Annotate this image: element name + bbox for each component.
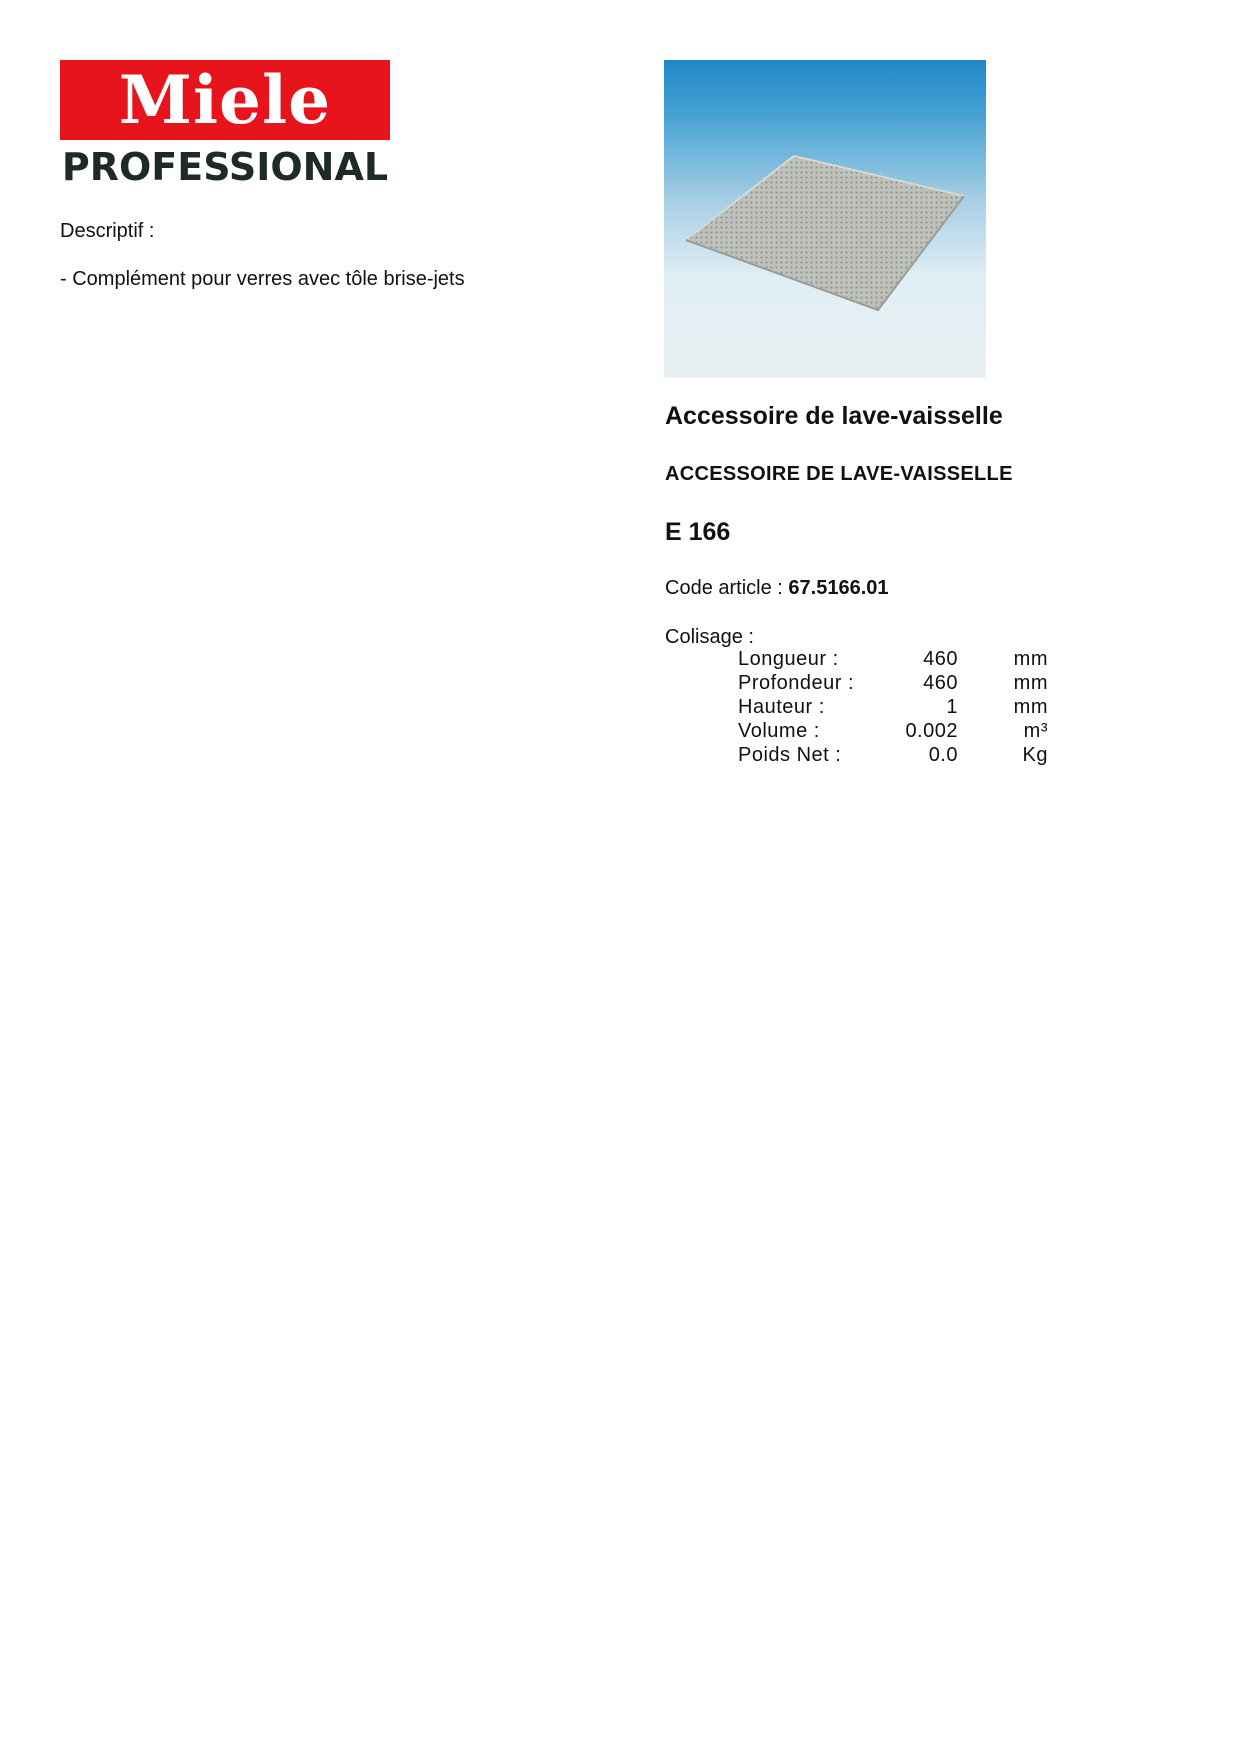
packaging-table — [738, 648, 1108, 768]
article-code-value: 67.5166.01 — [788, 577, 889, 599]
spec-value: 0.0 — [928, 744, 958, 766]
spec-value: 0.002 — [905, 720, 958, 742]
spec-value: 460 — [923, 648, 958, 670]
spec-row-length — [738, 648, 1108, 672]
spec-unit: Kg — [1022, 744, 1048, 766]
spec-row-height — [738, 696, 1108, 720]
spec-unit: mm — [1013, 696, 1048, 718]
logo-brand-text: Miele — [118, 61, 332, 139]
spec-label: Poids Net : — [738, 744, 842, 766]
spec-unit: mm — [1013, 648, 1048, 670]
spec-label: Volume : — [738, 720, 820, 742]
packaging-label: Colisage : — [665, 626, 754, 648]
product-model: E 166 — [665, 518, 731, 546]
spec-row-net-weight — [738, 744, 1108, 768]
product-category: ACCESSOIRE DE LAVE-VAISSELLE — [665, 463, 1013, 485]
logo-tagline-text: PROFESSIONAL — [61, 145, 389, 189]
article-code-row — [665, 577, 889, 600]
spec-value: 460 — [923, 672, 958, 694]
miele-professional-logo — [60, 60, 390, 195]
perforated-plate-image — [664, 60, 986, 378]
description-label: Descriptif : — [60, 220, 155, 242]
spec-label: Profondeur : — [738, 672, 855, 694]
spec-row-depth — [738, 672, 1108, 696]
logo-red-banner — [60, 60, 390, 140]
product-title: Accessoire de lave-vaisselle — [665, 402, 1003, 430]
spec-value: 1 — [946, 696, 958, 718]
spec-label: Hauteur : — [738, 696, 825, 718]
article-code-label: Code article : — [665, 577, 783, 599]
spec-label: Longueur : — [738, 648, 839, 670]
spec-row-volume — [738, 720, 1108, 744]
description-item: - Complément pour verres avec tôle brise-jets — [60, 268, 465, 290]
spec-unit: m³ — [1023, 720, 1048, 742]
spec-unit: mm — [1013, 672, 1048, 694]
product-photo — [664, 60, 986, 378]
